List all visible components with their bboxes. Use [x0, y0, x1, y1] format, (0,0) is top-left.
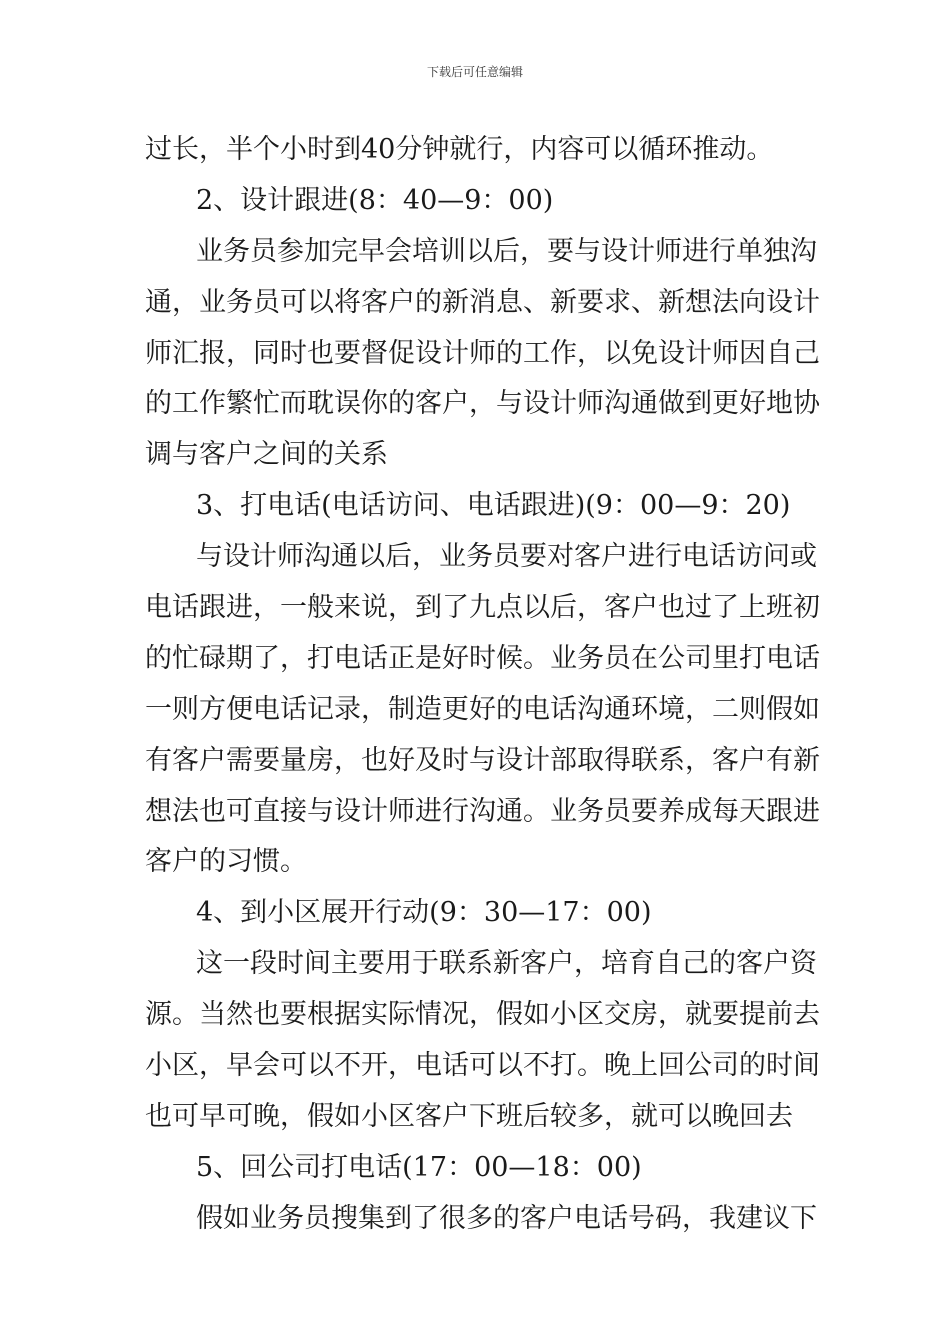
paragraph-start: 业务员参加完早会培训以后，要与设计师进行单独沟 — [196, 235, 817, 267]
text-line: 电话跟进，一般来说，到了九点以后，客户也过了上班初 — [145, 592, 820, 624]
text-line: 小区，早会可以不开，电话可以不打。晚上回公司的时间 — [145, 1050, 820, 1082]
paragraph-start: 这一段时间主要用于联系新客户，培育自己的客户资 — [196, 948, 817, 980]
text-line: 过长，半个小时到40分钟就行，内容可以循环推动。 — [145, 134, 774, 165]
text-line: 通，业务员可以将客户的新消息、新要求、新想法向设计 — [145, 286, 820, 318]
text-line: 师汇报，同时也要督促设计师的工作，以免设计师因自己 — [145, 337, 820, 369]
section-heading: 5、回公司打电话(17：00—18：00) — [196, 1151, 642, 1183]
section-heading: 3、打电话(电话访问、电话跟进)(9：00—9：20) — [196, 490, 791, 522]
section-heading: 2、设计跟进(8：40—9：00) — [196, 184, 554, 216]
page-header-note: 下载后可任意编辑 — [426, 65, 523, 79]
paragraph-start: 与设计师沟通以后，业务员要对客户进行电话访问或 — [196, 541, 817, 573]
section-heading: 4、到小区展开行动(9：30—17：00) — [196, 897, 652, 929]
document-body — [145, 125, 820, 1245]
text-line: 源。当然也要根据实际情况，假如小区交房，就要提前去 — [145, 999, 820, 1031]
paragraph-start: 假如业务员搜集到了很多的客户电话号码，我建议下 — [196, 1202, 817, 1234]
text-line: 的忙碌期了，打电话正是好时候。业务员在公司里打电话 — [145, 642, 820, 674]
text-line: 一则方便电话记录，制造更好的电话沟通环境，二则假如 — [145, 693, 820, 725]
text-line: 也可早可晚，假如小区客户下班后较多，就可以晚回去 — [145, 1100, 793, 1132]
text-line: 的工作繁忙而耽误你的客户，与设计师沟通做到更好地协 — [145, 388, 820, 420]
text-line: 调与客户之间的关系 — [145, 439, 388, 471]
text-line: 想法也可直接与设计师进行沟通。业务员要养成每天跟进 — [145, 795, 820, 827]
text-line: 客户的习惯。 — [145, 846, 307, 878]
text-line: 有客户需要量房，也好及时与设计部取得联系，客户有新 — [145, 744, 820, 776]
